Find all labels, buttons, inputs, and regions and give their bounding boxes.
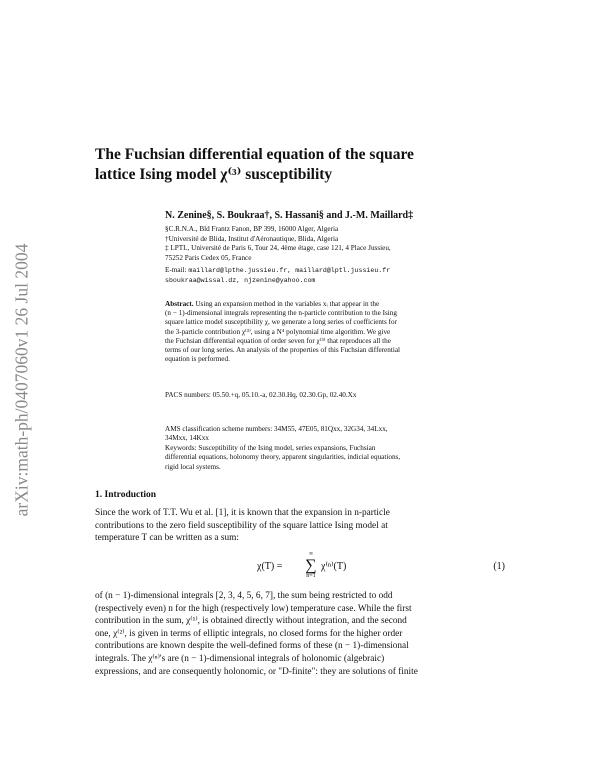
email-addresses-1[interactable]: maillard@lpthe.jussieu.fr, maillard@lptl.jussieu.fr <box>188 267 391 274</box>
affiliation-line: ‡ LPTL, Université de Paris 6, Tour 24, 4ème étage, case 121, 4 Place Jussieu, <box>165 244 391 253</box>
email-addresses-2[interactable]: sboukraa@wissal.dz, njzenine@yahoo.com <box>165 276 316 284</box>
paragraph-line: contributions to the zero field susceptibility of the square lattice Ising model at <box>95 520 388 531</box>
keywords-text: Susceptibility of the Ising model, series expansions, Fuchsian <box>198 443 376 452</box>
abstract-line: the 3-particle contribution χ⁽³⁾, using a N⁴ polynomial time algorithm. We give <box>165 327 391 336</box>
abstract-label: Abstract. <box>165 300 194 308</box>
title-line-2: lattice Ising model χ⁽³⁾ susceptibility <box>95 166 333 183</box>
affiliation-line: 75252 Paris Cedex 05, France <box>165 253 252 262</box>
paragraph-line: Since the work of T.T. Wu et al. [1], it is known that the expansion in n-particle <box>95 508 390 518</box>
affiliation-line: §C.R.N.A., Bld Frantz Fanon, BP 399, 16000 Alger, Algeria <box>165 225 339 233</box>
paragraph-line: temperature T can be written as a sum: <box>95 533 239 544</box>
email-line-1 <box>165 266 495 276</box>
abstract-line: (n − 1)-dimensional integrals representing the n-particle contribution to the Ising <box>165 309 397 318</box>
abstract-line: terms of our long series. An analysis of the properties of this Fuchsian differential <box>165 346 401 355</box>
paragraph-line: contribution in the sum, χ⁽¹⁾, is obtained directly without integration, and the second <box>95 616 407 627</box>
sum-lower-limit: n=1 <box>306 573 316 579</box>
equation-rhs: χ⁽ⁿ⁾(T) <box>321 561 347 572</box>
paragraph-line: expressions, and are consequently holonomic, or "D-finite": they are solutions of finite <box>95 666 418 677</box>
ams-line: AMS classification scheme numbers: 34M55, 47E05, 81Qxx, 32G34, 34Lxx, <box>165 425 388 433</box>
paper-title <box>95 145 495 185</box>
abstract-line: square lattice model susceptibility χ, we generate a long series of coefficients for <box>165 318 397 327</box>
sum-upper-limit: ∞ <box>308 551 314 557</box>
paragraph-line: (respectively even) n for the high (respectively low) temperature case. While the first <box>95 603 412 614</box>
intro-paragraph-2 <box>95 590 505 678</box>
email-block <box>165 266 495 285</box>
keywords-line: differential equations, holonomy theory, apparent singularities, indicial equations, <box>165 453 401 462</box>
sum-symbol: ∑ <box>305 557 317 574</box>
paragraph-line: integrals. The χ⁽ⁿ⁾'s are (n − 1)-dimensional integrals of holonomic (algebraic) <box>95 653 385 664</box>
title-line-1: The Fuchsian differential equation of the square <box>95 146 414 163</box>
classification-block <box>165 425 503 472</box>
equation-1 <box>95 551 505 583</box>
arxiv-stamp <box>2 180 42 580</box>
affiliations <box>165 225 495 263</box>
affiliation-line: †Université de Blida, Institut d'Aéronautique, Blida, Algeria <box>165 234 339 243</box>
intro-paragraph-1 <box>95 507 505 545</box>
email-line-2 <box>165 276 495 286</box>
abstract-line: the Fuchsian differential equation of order seven for χ⁽³⁾ that reproduces all the <box>165 336 391 345</box>
abstract-text: Using an expansion method in the variables xᵢ that appear in the <box>195 300 380 308</box>
arxiv-identifier: arXiv:math-ph/0407060v1 26 Jul 2004 <box>11 243 32 517</box>
section-heading-introduction: 1. Introduction <box>95 490 157 500</box>
email-label: E-mail: <box>165 266 187 274</box>
pacs-numbers: PACS numbers: 05.50.+q, 05.10.-a, 02.30.Hq, 02.30.Gp, 02.40.Xx <box>165 391 357 399</box>
summation <box>304 551 318 580</box>
ams-line: 34Mxx, 14Kxx <box>165 434 209 443</box>
paragraph-line: of (n − 1)-dimensional integrals [2, 3, 4, 5, 6, 7], the sum being restricted to odd <box>95 591 393 601</box>
abstract <box>165 300 503 364</box>
keywords-line: rigid local systems. <box>165 462 221 471</box>
keywords-line <box>165 444 503 453</box>
keywords-label: Keywords: <box>165 443 197 452</box>
equation-lhs: χ(T) = <box>257 561 283 572</box>
paragraph-line: contributions are known despite the well-defined forms of these (n − 1)-dimensional <box>95 641 409 652</box>
author-list: N. Zenine§, S. Boukraa†, S. Hassani§ and J.-M. Maillard‡ <box>165 210 414 221</box>
abstract-line: equation is performed. <box>165 355 230 364</box>
paragraph-line: one, χ⁽²⁾, is given in terms of elliptic integrals, no closed forms for the higher order <box>95 628 403 639</box>
equation-number: (1) <box>493 561 505 572</box>
abstract-line <box>165 300 503 309</box>
